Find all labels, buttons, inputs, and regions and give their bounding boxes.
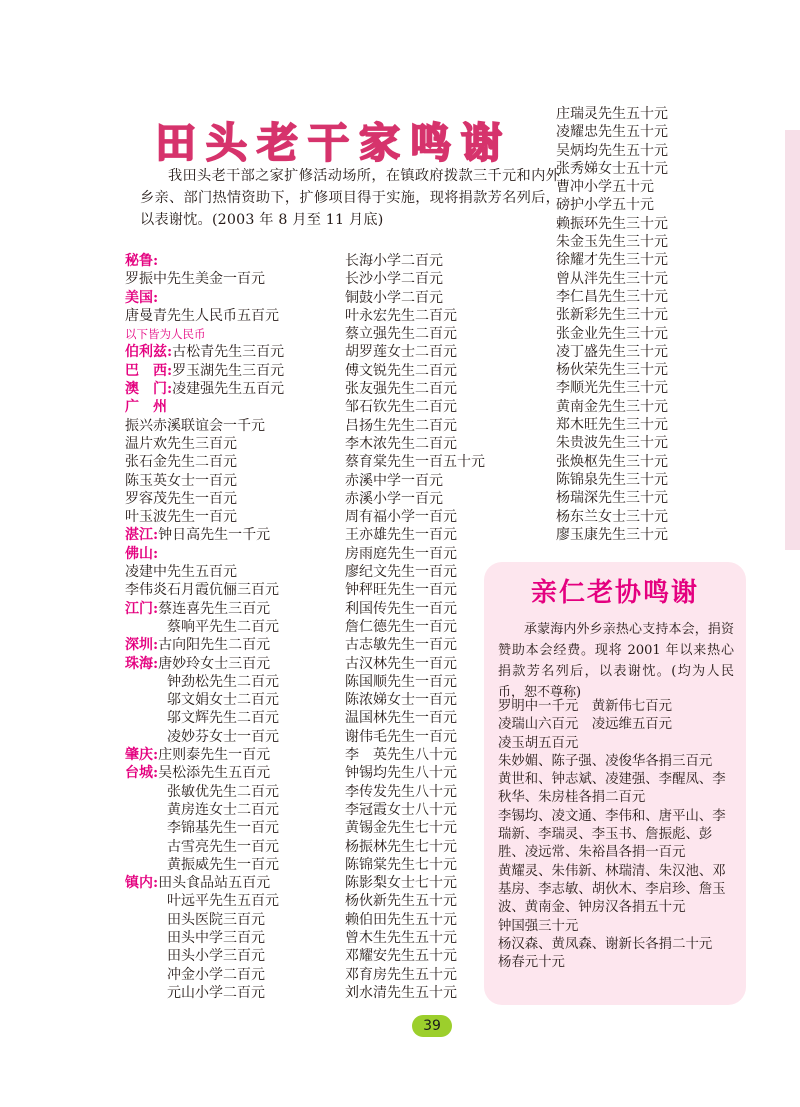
box-donor-line: 基房、李志敏、胡伙木、李启珍、詹玉: [498, 881, 726, 897]
donor-entry: 陈影梨女士七十元: [345, 875, 457, 892]
donor-entry: 凌建中先生五百元: [125, 564, 237, 581]
donor-line: [125, 636, 340, 654]
donor-entry: 杨伙荣先生三十元: [556, 362, 668, 379]
region-label: 台城:: [125, 765, 159, 782]
donor-entry: 温国林先生一百元: [345, 710, 457, 727]
donor-entry: 唐曼青先生人民币五百元: [125, 307, 279, 324]
donor-entry: 陈浓娣女士一百元: [345, 692, 457, 709]
donor-line: [125, 472, 340, 490]
region-label: 巴 西:: [125, 362, 173, 379]
donor-line: [125, 490, 340, 508]
donor-line: [125, 911, 340, 929]
box-donor-line: 瑞新、李瑞灵、李玉书、詹振彪、彭: [498, 827, 713, 843]
donor-entry: 吴炳均先生五十元: [556, 142, 668, 159]
donor-entry: 黄锡金先生七十元: [345, 820, 457, 837]
donor-entry: 温片欢先生三百元: [125, 435, 237, 452]
donor-line: [125, 362, 340, 380]
box-donor-line: 黄耀灵、朱伟新、林瑞清、朱汉池、邓: [498, 863, 726, 879]
donor-entry: 邓育房先生五十元: [345, 966, 457, 983]
donor-entry: 张金业先生三十元: [556, 325, 668, 342]
donor-line: [125, 252, 340, 270]
donor-entry: 朱贵波先生三十元: [556, 435, 668, 452]
donor-line: [125, 838, 340, 856]
donor-entry: 赖伯田先生五十元: [345, 911, 457, 928]
donor-line: [125, 746, 340, 764]
donor-entry: 元山小学二百元: [167, 984, 265, 1001]
donor-entry: 冲金小学二百元: [167, 966, 265, 983]
donor-entry: 凌妙芬女士一百元: [167, 728, 279, 745]
donor-entry: 叶远平先生五百元: [167, 893, 279, 910]
donor-entry: 张焕枢先生三十元: [556, 453, 668, 470]
donor-entry: 李仁昌先生三十元: [556, 288, 668, 305]
donor-entry: 李传发先生八十元: [345, 783, 457, 800]
donor-entry: 陈国顺先生一百元: [345, 673, 457, 690]
donor-line: [125, 435, 340, 453]
page-edge-decoration: [785, 130, 800, 550]
donor-entry: 田头中学三百元: [167, 929, 265, 946]
donor-entry: 古志敏先生一百元: [345, 637, 457, 654]
box-donor-line: 杨春元十元: [498, 955, 565, 971]
donor-entry: 庄瑞灵先生五十元: [556, 106, 668, 122]
donor-entry: 古向阳先生二百元: [158, 637, 271, 654]
donor-entry: 罗容茂先生一百元: [125, 490, 237, 507]
donor-entry: 赖振环先生三十元: [556, 215, 668, 232]
donor-line: [125, 545, 340, 563]
donor-line: [125, 929, 340, 947]
donor-entry: 古汉林先生一百元: [345, 655, 457, 672]
donor-line: [125, 508, 340, 526]
donor-entry: 杨东兰女士三十元: [556, 508, 668, 525]
donor-entry: 谢伟毛先生一百元: [345, 728, 457, 745]
box-donor-line: 凌瑞山六百元 凌远维五百元: [498, 717, 673, 733]
donor-entry: 蔡连喜先生三百元: [158, 600, 271, 617]
donor-entry: 郑木旺先生三十元: [556, 417, 668, 434]
donor-entry: 凌建强先生五百元: [172, 381, 285, 398]
donor-entry: 钟秤旺先生一百元: [345, 582, 457, 599]
donor-entry: 刘水清先生五十元: [345, 984, 457, 1001]
donor-entry: 张友强先生二百元: [345, 381, 457, 398]
donor-entry: 黄南金先生三十元: [556, 398, 668, 415]
donor-entry: 张石金先生二百元: [125, 454, 237, 471]
donor-entry: 李顺光先生三十元: [556, 380, 668, 397]
donor-line: [125, 892, 340, 910]
donor-entry: 铜鼓小学二百元: [345, 289, 443, 306]
region-label: 广 州: [125, 399, 167, 416]
donor-line: [125, 655, 340, 673]
donor-entry: 利国传先生一百元: [345, 600, 457, 617]
donor-line: [125, 966, 340, 984]
currency-note: 以下皆为人民币: [125, 327, 206, 342]
donor-entry: 蔡响平先生二百元: [167, 618, 279, 635]
donor-entry: 长海小学二百元: [345, 253, 443, 269]
donor-entry: 廖玉康先生三十元: [556, 526, 668, 543]
donor-entry: 邓耀安先生五十元: [345, 948, 457, 965]
qinren-association-box: [484, 562, 746, 1005]
box-donor-line: 罗明中一千元 黄新伟七百元: [498, 699, 673, 714]
region-label: 肇庆:: [125, 747, 159, 764]
donor-entry: 庄则泰先生一百元: [158, 747, 271, 764]
donor-column-3: [556, 105, 766, 544]
donor-entry: 胡罗莲女士二百元: [345, 344, 457, 361]
donor-entry: 朱金玉先生三十元: [556, 234, 668, 251]
donor-entry: 陈锦棠先生七十元: [345, 856, 457, 873]
donor-line: [125, 728, 340, 746]
donor-entry: 唐妙玲女士三百元: [158, 655, 271, 672]
region-label: 湛江:: [125, 527, 159, 544]
box-donor-line: 杨汉森、黄凤森、谢新长各捐二十元: [498, 936, 713, 952]
box-donor-line: 胜、凌远常、朱裕昌各捐一百元: [498, 845, 686, 861]
donor-line: [125, 673, 340, 691]
donor-entry: 杨伙新先生五十元: [345, 893, 457, 910]
donor-entry: 凌耀忠先生五十元: [556, 124, 668, 141]
donor-entry: 房雨庭先生一百元: [345, 545, 457, 562]
donor-entry: 振兴赤溪联谊会一千元: [125, 417, 265, 434]
box-donor-line: 波、黄南金、钟房汉各捐五十元: [498, 900, 686, 916]
donor-line: [125, 618, 340, 636]
donor-entry: 钟日高先生一千元: [158, 527, 271, 544]
box-donor-list: [498, 698, 738, 972]
donor-line: [125, 307, 340, 325]
box-donor-line: 秋华、朱房桂各捐二百元: [498, 790, 646, 806]
donor-line: [125, 801, 340, 819]
donor-entry: 李锦基先生一百元: [167, 820, 279, 837]
box-donor-line: 朱妙媚、陈子强、凌俊华各捐三百元: [498, 753, 713, 769]
region-label: 秘鲁:: [125, 253, 159, 269]
donor-entry: 吕扬生先生二百元: [345, 417, 457, 434]
donor-entry: 张新彩先生三十元: [556, 307, 668, 324]
donor-line: [125, 380, 340, 398]
region-label: 深圳:: [125, 637, 159, 654]
donor-entry: 詹仁德先生一百元: [345, 618, 457, 635]
donor-entry: 吴松添先生五百元: [158, 765, 271, 782]
donor-line: [125, 709, 340, 727]
donor-entry: 罗玉湖先生三百元: [172, 362, 285, 379]
region-label: 江门:: [125, 600, 159, 617]
donor-line: [125, 783, 340, 801]
donor-entry: 凌丁盛先生三十元: [556, 343, 668, 360]
donor-entry: 古雪亮先生一百元: [167, 838, 279, 855]
donor-line: [125, 325, 340, 343]
donor-entry: 罗振中先生美金一百元: [125, 271, 265, 288]
donor-entry: 叶玉波先生一百元: [125, 509, 237, 526]
donor-entry: 周有福小学一百元: [345, 509, 457, 526]
box-donor-line: 李锡均、凌文通、李伟和、唐平山、李: [498, 808, 726, 824]
region-label: 珠海:: [125, 655, 159, 672]
donor-line: [125, 270, 340, 288]
donor-entry: 古松青先生三百元: [172, 344, 285, 361]
box-title: 亲仁老协鸣谢: [530, 578, 699, 608]
donor-line: [125, 417, 340, 435]
donor-column-1: [125, 252, 340, 1002]
donor-line: [125, 691, 340, 709]
donor-line: [125, 581, 340, 599]
donor-line: [125, 856, 340, 874]
donor-entry: 叶永宏先生二百元: [345, 307, 457, 324]
donor-line: [125, 947, 340, 965]
donor-entry: 李伟炎石月霞伉俪三百元: [125, 582, 279, 599]
donor-entry: 田头医院三百元: [167, 911, 265, 928]
donor-entry: 磅护小学五十元: [556, 197, 654, 214]
donor-entry: 李木浓先生二百元: [345, 435, 457, 452]
donor-entry: 陈玉英女士一百元: [125, 472, 237, 489]
donor-entry: 张秀娣女士五十元: [556, 160, 668, 177]
donor-entry: 蔡立强先生二百元: [345, 326, 457, 343]
donor-entry: 邹石钦先生二百元: [345, 399, 457, 416]
region-label: 伯利兹:: [125, 344, 173, 361]
donor-entry: 曾木生先生五十元: [345, 929, 457, 946]
box-donor-line: 凌玉胡五百元: [498, 735, 579, 751]
donor-line: [125, 526, 340, 544]
box-intro: 承蒙海内外乡亲热心支持本会，捐资赞助本会经费。现将 2001 年以来热心捐款芳名列后，以表谢忱。(均为人民币，恕不尊称): [498, 622, 734, 700]
donor-entry: 杨瑞深先生三十元: [556, 490, 668, 507]
donor-entry: 田头小学三百元: [167, 948, 265, 965]
region-label: 澳 门:: [125, 381, 173, 398]
donor-entry: 廖纪文先生一百元: [345, 564, 457, 581]
donor-entry: 黄房连女士二百元: [167, 801, 279, 818]
page-number: 39: [412, 1015, 452, 1037]
donor-entry: 徐耀才先生三十元: [556, 252, 668, 269]
donor-entry: 邬文娟女士二百元: [167, 692, 279, 709]
donor-entry: 傅文锐先生二百元: [345, 362, 457, 379]
donor-entry: 黄振威先生一百元: [167, 856, 279, 873]
donor-entry: 钟劲松先生二百元: [167, 673, 279, 690]
donor-entry: 曾从泮先生三十元: [556, 270, 668, 287]
donor-entry: 赤溪中学一百元: [345, 472, 443, 489]
donor-entry: 张敏优先生二百元: [167, 783, 279, 800]
donor-line: [125, 984, 340, 1002]
box-donor-line: 黄世和、钟志斌、凌建强、李醒凤、李: [498, 772, 726, 788]
box-donor-line: 钟国强三十元: [498, 918, 579, 934]
donor-entry: 杨振林先生七十元: [345, 838, 457, 855]
donor-line: [125, 819, 340, 837]
region-label: 美国:: [125, 289, 159, 306]
region-label: 佛山:: [125, 545, 159, 562]
donor-entry: 李冠霞女士八十元: [345, 801, 457, 818]
article-title: 田头老干家鸣谢: [155, 119, 512, 167]
donor-line: [125, 398, 340, 416]
donor-entry: 陈锦泉先生三十元: [556, 471, 668, 488]
donor-entry: 长沙小学二百元: [345, 271, 443, 288]
region-label: 镇内:: [125, 875, 159, 892]
donor-entry: 王亦雄先生一百元: [345, 527, 457, 544]
donor-line: [125, 600, 340, 618]
donor-entry: 邬文辉先生二百元: [167, 710, 279, 727]
article-intro: 我田头老干部之家扩修活动场所，在镇政府拨款三千元和内外乡亲、部门热情资助下，扩修项目得于实施，现将捐款芳名列后，以表谢忱。(2003 年 8 月至 11 月底): [140, 168, 560, 228]
donor-line: [125, 874, 340, 892]
donor-entry: 蔡育棠先生一百五十元: [345, 454, 485, 471]
donor-line: [125, 453, 340, 471]
donor-line: [125, 289, 340, 307]
donor-entry: 钟锡均先生八十元: [345, 765, 457, 782]
donor-entry: 赤溪小学一百元: [345, 490, 443, 507]
donor-line: [125, 343, 340, 361]
donor-line: [125, 563, 340, 581]
donor-entry: 曹冲小学五十元: [556, 179, 654, 196]
donor-line: [125, 764, 340, 782]
donor-entry: 李 英先生八十元: [345, 747, 457, 764]
donor-entry: 田头食品站五百元: [158, 875, 271, 892]
